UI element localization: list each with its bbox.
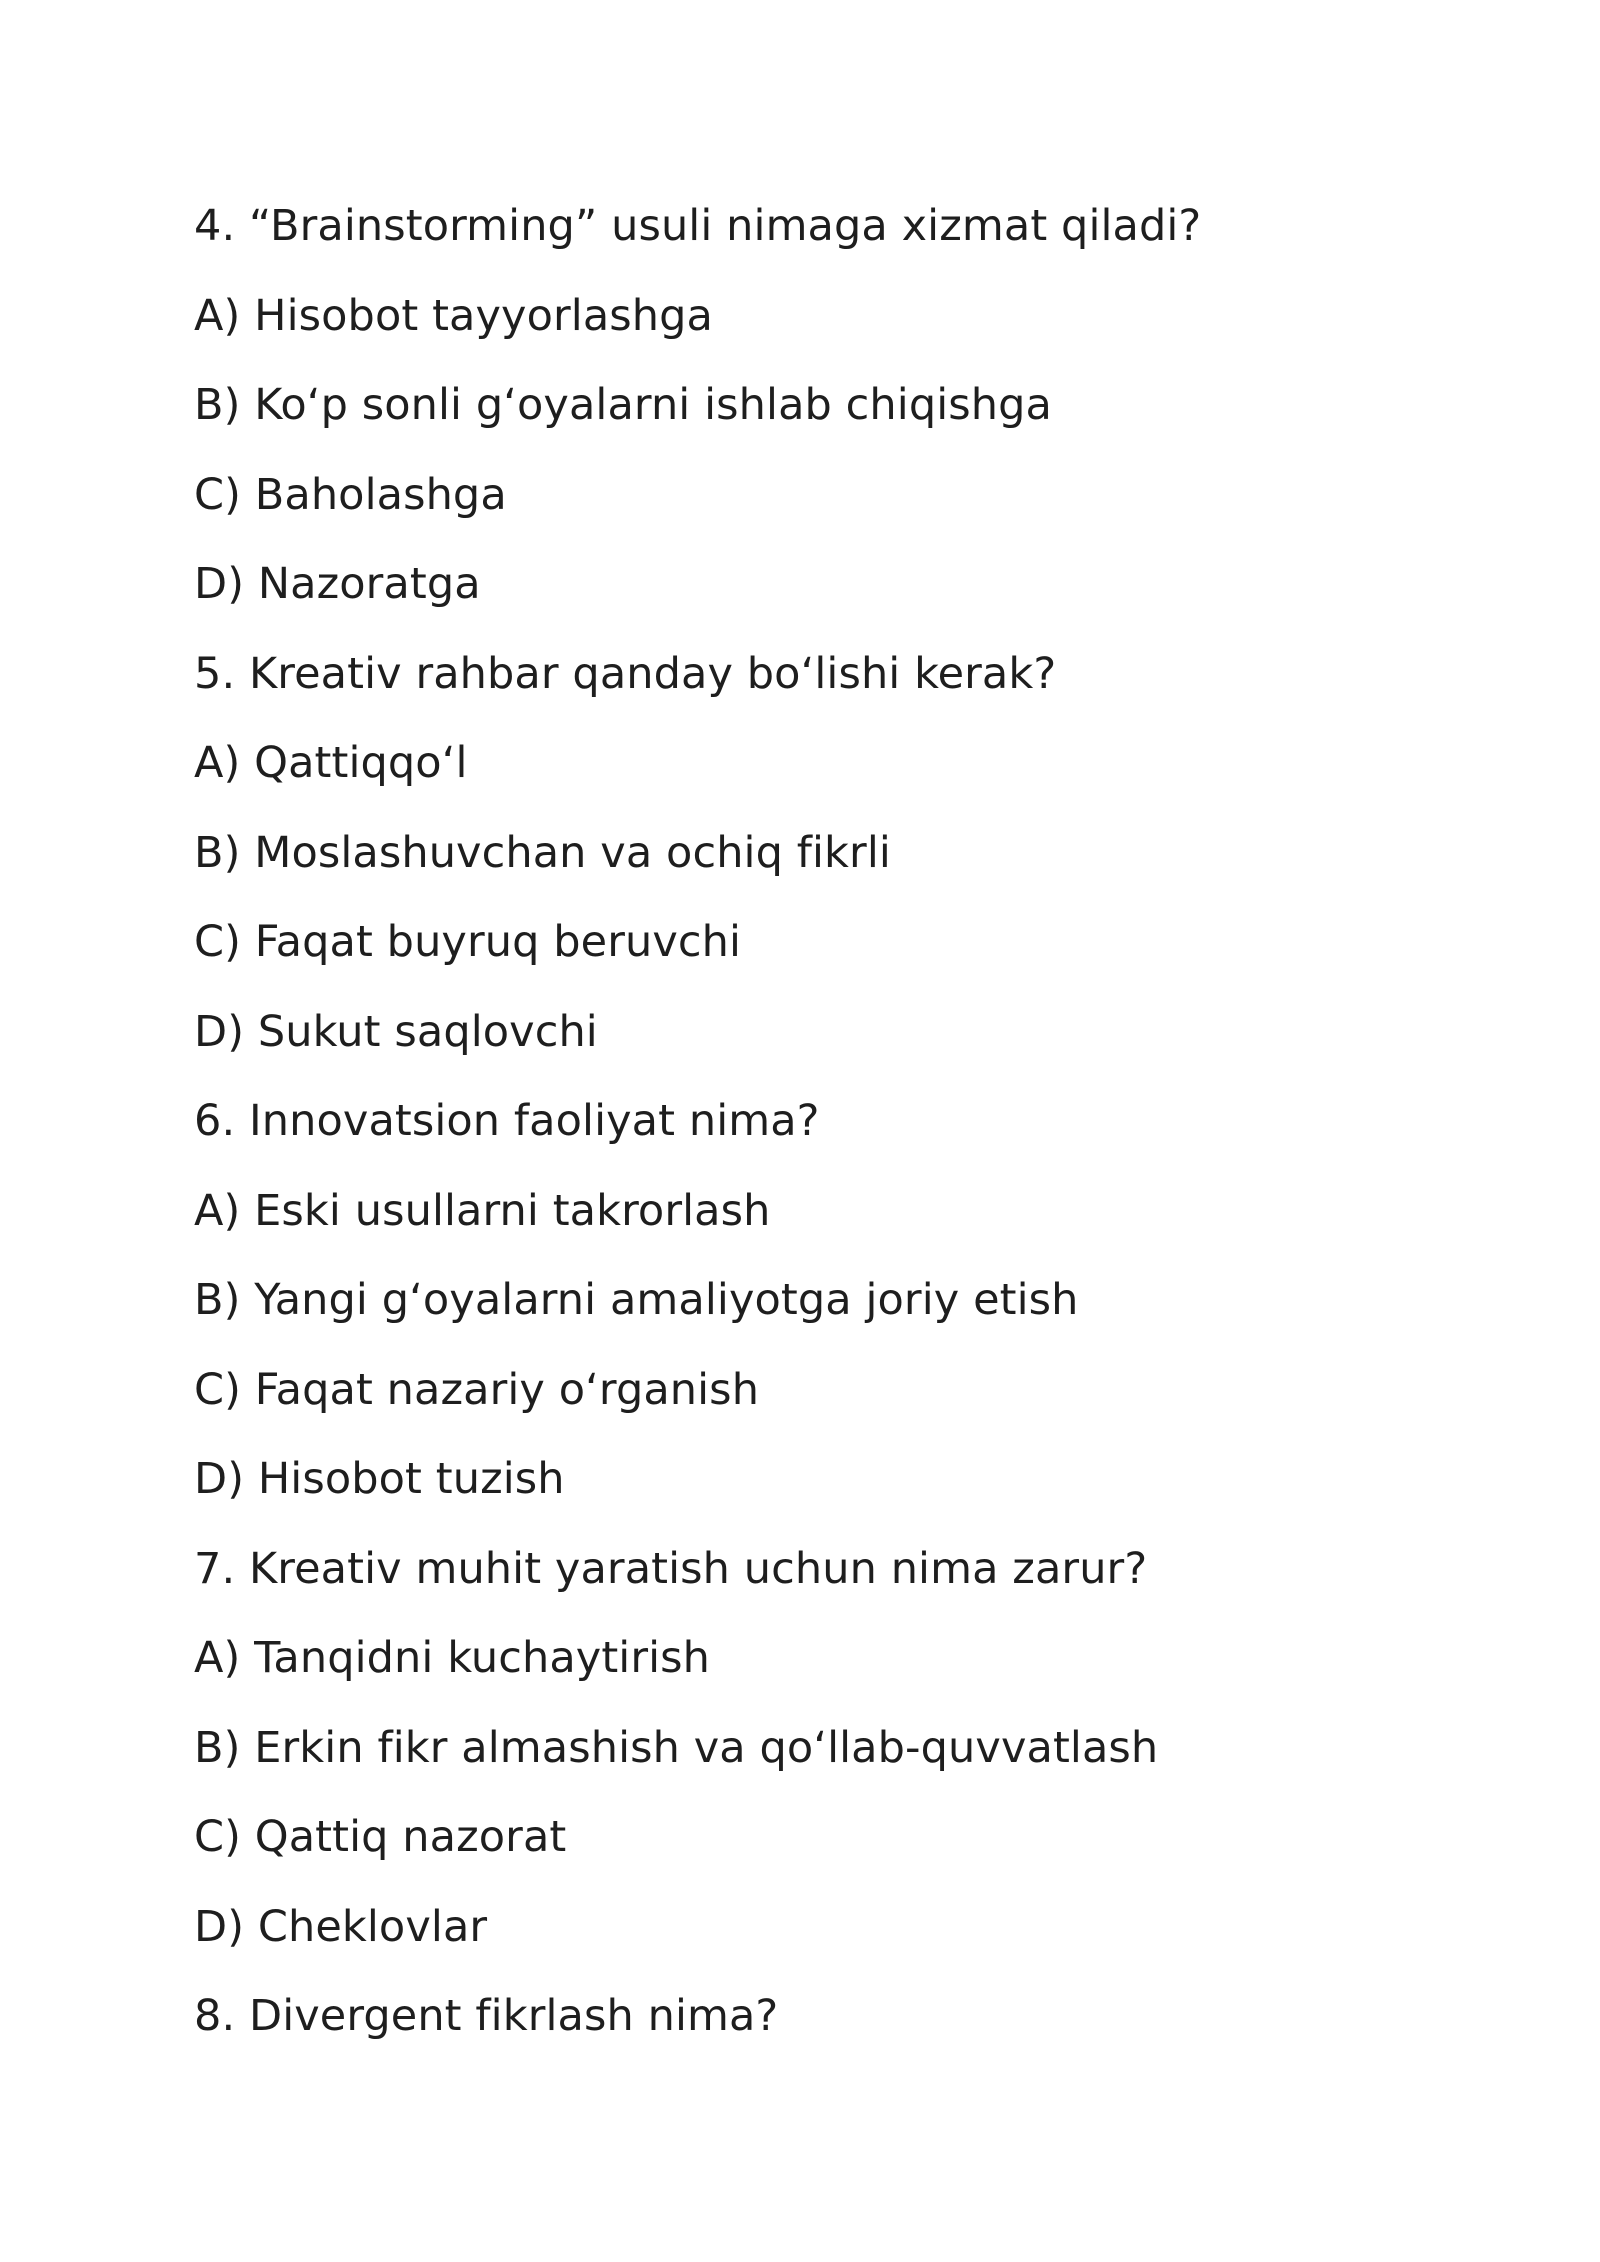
question-7-option-a: A) Tanqidni kuchaytirish xyxy=(194,1633,711,1683)
quiz-content xyxy=(194,196,1494,2076)
question-4-option-d: D) Nazoratga xyxy=(194,559,481,609)
question-6-option-b: B) Yangi g‘oyalarni amaliyotga joriy etish xyxy=(194,1275,1079,1325)
question-6-option-a: A) Eski usullarni takrorlash xyxy=(194,1185,771,1236)
question-7-option-d: D) Cheklovlar xyxy=(194,1901,488,1952)
question-7-option-b: B) Erkin fikr almashish va qo‘llab-quvvatlash xyxy=(194,1722,1159,1773)
question-4-option-a: A) Hisobot tayyorlashga xyxy=(194,290,713,341)
question-7: 7. Kreativ muhit yaratish uchun nima zarur? xyxy=(194,1543,1148,1594)
question-5-option-c: C) Faqat buyruq beruvchi xyxy=(194,917,742,967)
question-4-option-c: C) Baholashga xyxy=(194,469,507,520)
question-4-option-b: B) Ko‘p sonli g‘oyalarni ishlab chiqishga xyxy=(194,380,1052,430)
question-6-option-c: C) Faqat nazariy o‘rganish xyxy=(194,1364,760,1415)
question-5: 5. Kreativ rahbar qanday bo‘lishi kerak? xyxy=(194,648,1057,699)
question-8: 8. Divergent fikrlash nima? xyxy=(194,1991,779,2041)
question-7-option-c: C) Qattiq nazorat xyxy=(194,1812,567,1862)
question-5-option-d: D) Sukut saqlovchi xyxy=(194,1006,598,1057)
question-6: 6. Innovatsion faoliyat nima? xyxy=(194,1096,820,1146)
question-5-option-b: B) Moslashuvchan va ochiq fikrli xyxy=(194,827,891,878)
question-6-option-d: D) Hisobot tuzish xyxy=(194,1454,565,1504)
question-5-option-a: A) Qattiqqo‘l xyxy=(194,738,468,788)
question-4: 4. “Brainstorming” usuli nimaga xizmat qiladi? xyxy=(194,201,1202,251)
